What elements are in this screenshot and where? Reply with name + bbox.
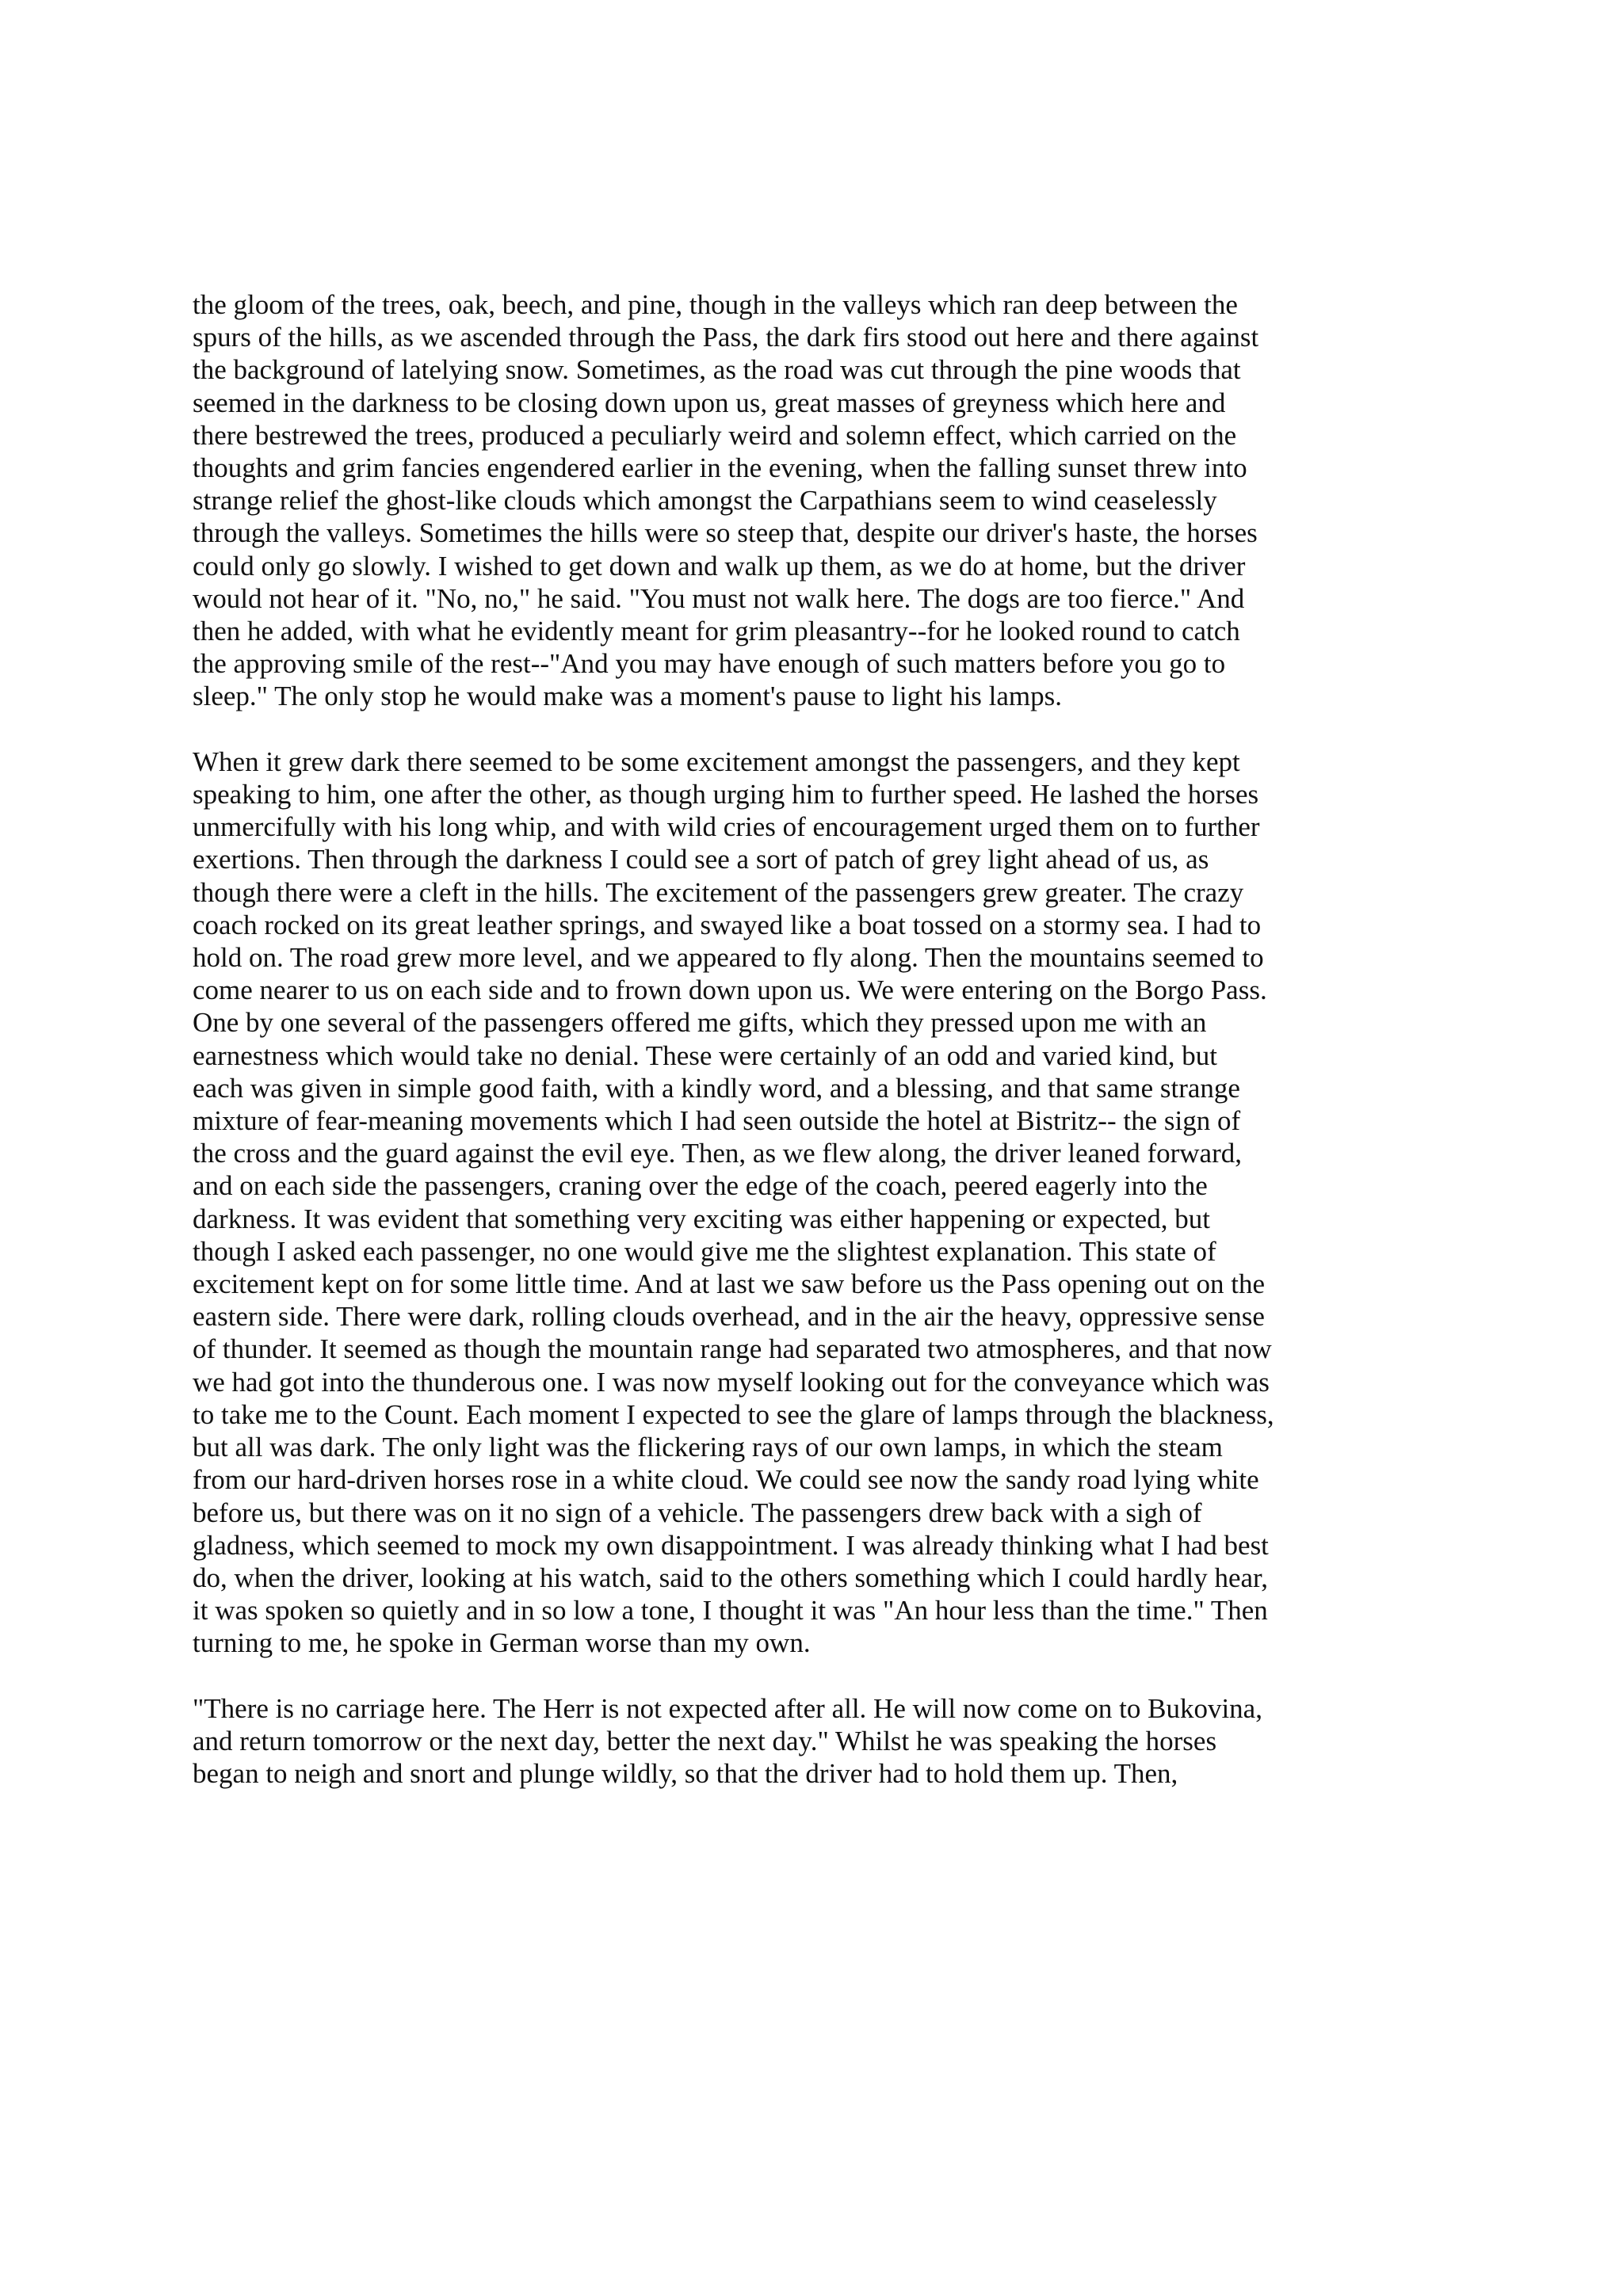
text-line: it was spoken so quietly and in so low a tone, I thought it was "An hour less than the time." Then xyxy=(193,1595,1268,1627)
text-line: through the valleys. Sometimes the hills were so steep that, despite our driver's haste, the horses xyxy=(193,517,1258,549)
text-line: seemed in the darkness to be closing down upon us, great masses of greyness which here and xyxy=(193,387,1226,418)
text-line: exertions. Then through the darkness I could see a sort of patch of grey light ahead of us, as xyxy=(193,844,1209,875)
text-line: though there were a cleft in the hills. The excitement of the passengers grew greater. The crazy xyxy=(193,876,1244,908)
text-line: before us, but there was on it no sign of a vehicle. The passengers drew back with a sigh of xyxy=(193,1497,1202,1528)
text-line: each was given in simple good faith, with a kindly word, and a blessing, and that same strange xyxy=(193,1072,1240,1104)
text-line: mixture of fear-meaning movements which I had seen outside the hotel at Bistritz-- the sign of xyxy=(193,1105,1241,1137)
text-line: hold on. The road grew more level, and we appeared to fly along. Then the mountains seemed to xyxy=(193,942,1264,974)
text-line: and return tomorrow or the next day, better the next day." Whilst he was speaking the horses xyxy=(193,1725,1217,1756)
text-line: of thunder. It seemed as though the mountain range had separated two atmospheres, and that now xyxy=(193,1333,1272,1365)
text-line: spurs of the hills, as we ascended through the Pass, the dark firs stood out here and there against xyxy=(193,322,1259,353)
text-line: come nearer to us on each side and to frown down upon us. We were entering on the Borgo Pass. xyxy=(193,974,1267,1006)
paragraph-gap xyxy=(193,713,1445,746)
text-line: the background of latelying snow. Sometimes, as the road was cut through the pine woods that xyxy=(193,354,1241,386)
text-line: turning to me, he spoke in German worse than my own. xyxy=(193,1627,811,1659)
text-line: the cross and the guard against the evil eye. Then, as we flew along, the driver leaned forward, xyxy=(193,1138,1243,1169)
text-line: excitement kept on for some little time. And at last we saw before us the Pass opening out on the xyxy=(193,1268,1266,1300)
text-line: and on each side the passengers, craning over the edge of the coach, peered eagerly into the xyxy=(193,1170,1208,1202)
text-line: earnestness which would take no denial. These were certainly of an odd and varied kind, but xyxy=(193,1039,1217,1071)
text-line: we had got into the thunderous one. I was now myself looking out for the conveyance which was xyxy=(193,1366,1270,1398)
text-line: unmercifully with his long whip, and with wild cries of encouragement urged them on to further xyxy=(193,811,1260,843)
text-line: there bestrewed the trees, produced a peculiarly weird and solemn effect, which carried on the xyxy=(193,419,1237,451)
text-line: though I asked each passenger, no one would give me the slightest explanation. This state of xyxy=(193,1235,1216,1267)
text-line: eastern side. There were dark, rolling clouds overhead, and in the air the heavy, oppressive sense xyxy=(193,1301,1265,1333)
paragraph-1 xyxy=(193,288,1445,713)
paragraph-2 xyxy=(193,746,1445,1660)
text-line: speaking to him, one after the other, as though urging him to further speed. He lashed the horses xyxy=(193,779,1259,810)
text-line: One by one several of the passengers offered me gifts, which they pressed upon me with an xyxy=(193,1007,1207,1039)
document-body xyxy=(193,288,1445,1790)
text-line: gladness, which seemed to mock my own disappointment. I was already thinking what I had best xyxy=(193,1529,1269,1561)
text-line: "There is no carriage here. The Herr is not expected after all. He will now come on to Bukovina, xyxy=(193,1692,1262,1724)
text-line: from our hard-driven horses rose in a white cloud. We could see now the sandy road lying white xyxy=(193,1464,1259,1496)
paragraph-gap xyxy=(193,1660,1445,1692)
text-line: the gloom of the trees, oak, beech, and pine, though in the valleys which ran deep between the xyxy=(193,289,1238,320)
text-line: do, when the driver, looking at his watch, said to the others something which I could hardly hear, xyxy=(193,1562,1269,1593)
text-line: then he added, with what he evidently meant for grim pleasantry--for he looked round to catch xyxy=(193,616,1240,647)
text-line: the approving smile of the rest--"And you may have enough of such matters before you go to xyxy=(193,648,1226,680)
text-line: began to neigh and snort and plunge wildly, so that the driver had to hold them up. Then, xyxy=(193,1758,1178,1790)
text-line: When it grew dark there seemed to be some excitement amongst the passengers, and they kept xyxy=(193,746,1240,777)
text-line: strange relief the ghost-like clouds which amongst the Carpathians seem to wind ceaselessly xyxy=(193,485,1217,517)
text-line: could only go slowly. I wished to get down and walk up them, as we do at home, but the driver xyxy=(193,550,1246,582)
text-line: thoughts and grim fancies engendered earlier in the evening, when the falling sunset threw into xyxy=(193,452,1247,484)
text-line: coach rocked on its great leather springs, and swayed like a boat tossed on a stormy sea. I had to xyxy=(193,909,1262,940)
text-line: but all was dark. The only light was the flickering rays of our own lamps, in which the steam xyxy=(193,1432,1223,1463)
text-line: would not hear of it. "No, no," he said. "You must not walk here. The dogs are too fierce." And xyxy=(193,582,1245,614)
text-line: sleep." The only stop he would make was a moment's pause to light his lamps. xyxy=(193,681,1063,712)
paragraph-3 xyxy=(193,1692,1445,1791)
text-line: darkness. It was evident that something very exciting was either happening or expected, but xyxy=(193,1203,1210,1234)
text-line: to take me to the Count. Each moment I expected to see the glare of lamps through the blackness, xyxy=(193,1398,1274,1430)
